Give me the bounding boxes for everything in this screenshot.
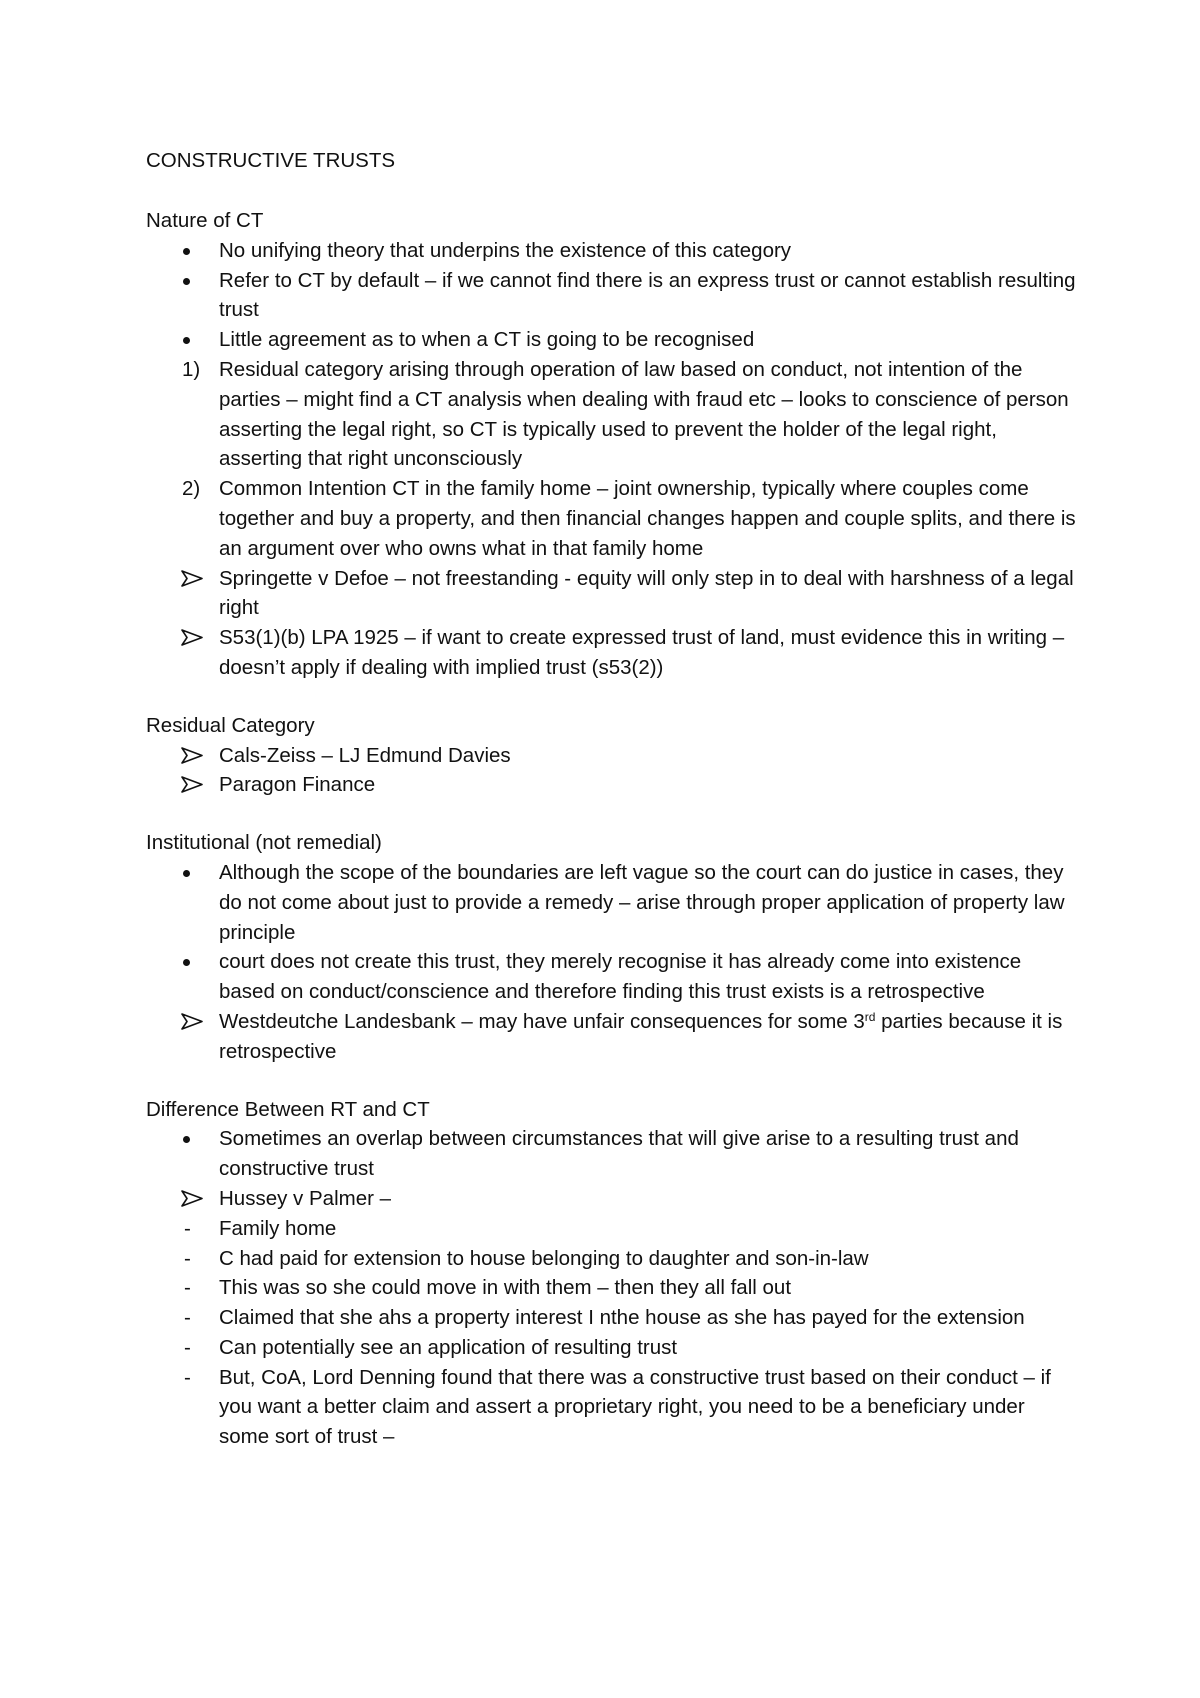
section-heading: Nature of CT [146,209,264,232]
list-item [146,355,1076,474]
list-item-text: Paragon Finance [219,773,376,797]
list-item [146,1124,1076,1184]
list-item [146,266,1076,326]
section-heading: Residual Category [146,713,315,737]
list-item-text: Claimed that she ahs a property interest I nthe house as she has payed for the extension [219,1306,1025,1330]
dash-marker: - [184,1276,191,1300]
section-heading: Difference Between RT and CT [146,1097,430,1121]
list-item [146,564,1076,624]
list-item [146,325,1076,355]
document-page [146,146,1076,1452]
arrow-bullet-icon [181,1013,203,1030]
list-item-text: But, CoA, Lord Denning found that there was a constructive trust based on their conduct – if you want a better claim and assert a proprietary right, you need to be a beneficiary under some sort of trust – [219,1365,1051,1449]
list-item-text: Common Intention CT in the family home – joint ownership, typically where couples come together and buy a property, and then financial changes happen and couple splits, and there is an argument over who owns what in that family home [219,477,1076,560]
bullet-icon [183,959,190,966]
list-item-text: Residual category arising through operation of law based on conduct, not intention of the parties – might find a CT analysis when dealing with fraud etc – looks to conscience of person asserting the legal right, so CT is typically used to prevent the holder of the legal right, asserting that right unconsciously [219,357,1069,471]
section-nature-of-ct [146,206,1076,683]
section-difference-rt-ct [146,1095,1076,1453]
bullet-icon [183,248,190,255]
list-item [146,1273,1076,1303]
list-item-text: Hussey v Palmer – [219,1186,392,1210]
section-institutional [146,828,1076,1066]
list-item-text: Springette v Defoe – not freestanding - equity will only step in to deal with harshness of a legal right [219,566,1074,620]
list-item-text: This was so she could move in with them – then they all fall out [219,1276,792,1300]
list-item-text: Little agreement as to when a CT is going to be recognised [219,328,755,352]
list-number: 1) [182,357,201,381]
arrow-bullet-icon [181,747,203,764]
dash-marker: - [184,1216,191,1240]
dash-marker: - [184,1246,191,1270]
list-item-text-before: Westdeutche Landesbank – may have unfair consequences for some 3 [219,1009,865,1033]
list-item-text [219,1010,1062,1063]
list-item-text: Refer to CT by default – if we cannot find there is an express trust or cannot establish resulting trust [219,268,1076,322]
list-number: 2) [182,477,201,501]
arrow-bullet-icon [181,629,203,646]
document-title: CONSTRUCTIVE TRUSTS [146,149,396,172]
bullet-icon [183,1136,190,1143]
dash-marker: - [184,1306,191,1330]
list-item-text: Cals-Zeiss – LJ Edmund Davies [219,743,511,767]
section-heading: Institutional (not remedial) [146,831,382,855]
list-item-text: court does not create this trust, they merely recognise it has already come into existence based on conduct/conscience and therefore finding this trust exists is a retrospective [219,950,1022,1004]
list-item-text: Can potentially see an application of resulting trust [219,1335,678,1359]
ordinal-suffix: rd [864,1009,876,1024]
list-item-text: No unifying theory that underpins the existence of this category [219,238,792,262]
list-item [146,623,1076,683]
section-residual-category [146,711,1076,800]
arrow-bullet-icon [181,1190,203,1207]
bullet-icon [183,278,190,285]
list-item [146,770,1076,800]
list-item-text: Family home [219,1216,337,1240]
list-item [146,1303,1076,1333]
list-item [146,1363,1076,1452]
list-item [146,858,1076,947]
list-item-text: Although the scope of the boundaries are left vague so the court can do justice in cases, they do not come about just to provide a remedy – arise through proper application of property law principle [219,860,1065,944]
list-item [146,1244,1076,1274]
list-item [146,1184,1076,1214]
bullet-icon [183,337,190,344]
list-item [146,947,1076,1007]
list-item [146,1214,1076,1244]
list-item-text-after: parties because it is retrospective [219,1009,1063,1063]
list-item [146,1007,1076,1067]
list-item-text: C had paid for extension to house belonging to daughter and son-in-law [219,1246,869,1270]
list-item [146,741,1076,771]
list-item-text: Sometimes an overlap between circumstances that will give arise to a resulting trust and constructive trust [219,1127,1019,1181]
dash-marker: - [184,1365,191,1389]
list-item [146,236,1076,266]
list-item-text: S53(1)(b) LPA 1925 – if want to create expressed trust of land, must evidence this in writing – doesn’t apply if dealing with implied trust (s53(2)) [219,626,1065,679]
arrow-bullet-icon [181,776,203,793]
dash-marker: - [184,1335,191,1359]
arrow-bullet-icon [181,570,203,587]
list-item [146,474,1076,563]
list-item [146,1333,1076,1363]
bullet-icon [183,870,190,877]
